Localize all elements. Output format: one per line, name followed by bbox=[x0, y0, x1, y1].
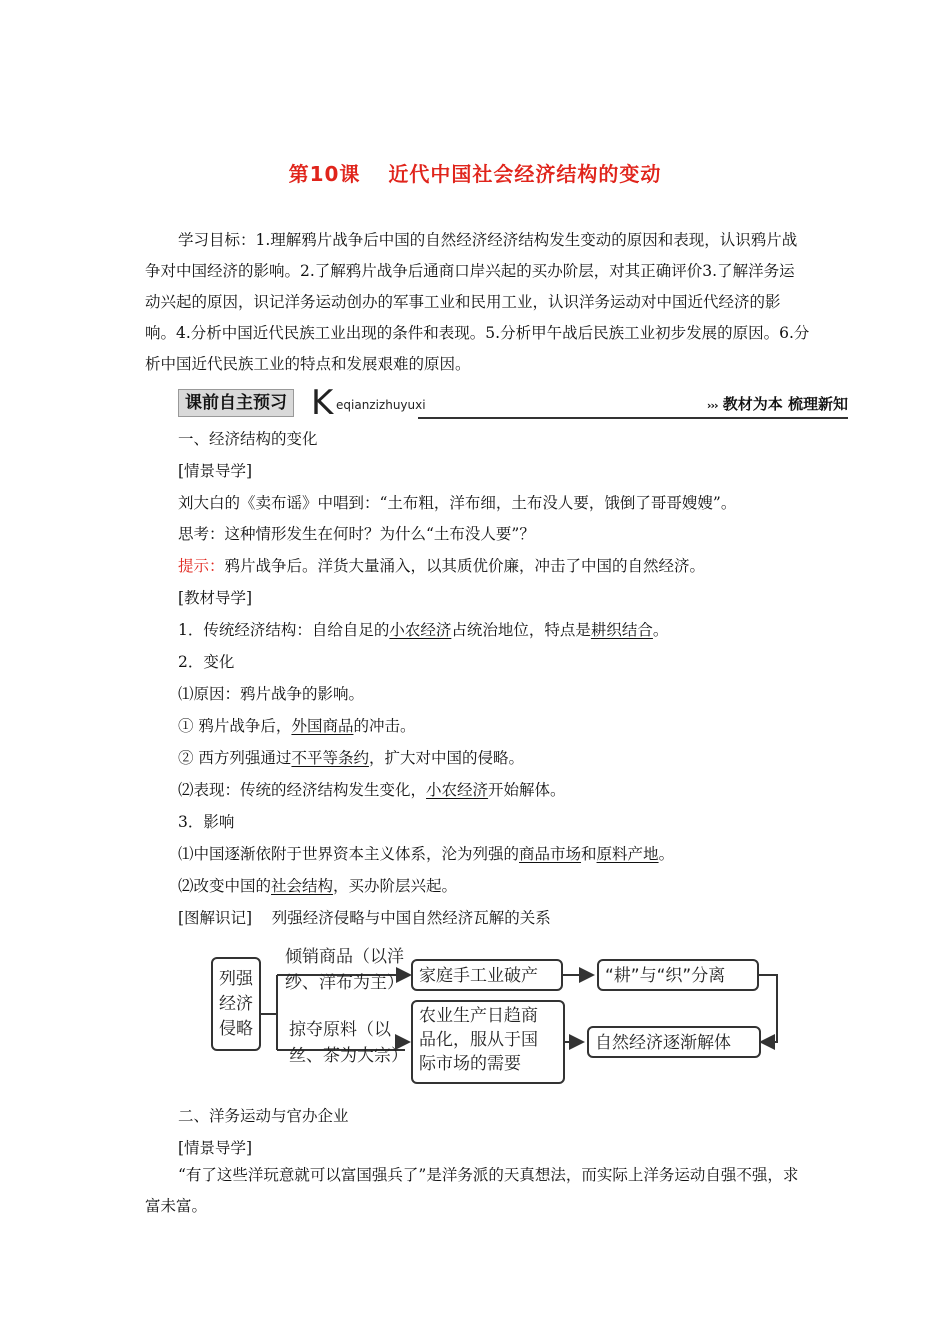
section2-heading: 二、洋务运动与官办企业 bbox=[178, 1107, 349, 1125]
text: ⑵表现：传统的经济结构发生变化， bbox=[178, 781, 427, 799]
text: 和 bbox=[581, 845, 597, 863]
banner-pinyin: eqianzizhuyuxi bbox=[336, 398, 426, 412]
blank-answer: 商品市场 bbox=[519, 845, 582, 863]
point-2: 2．变化 bbox=[178, 653, 235, 671]
qingjing-label: [情景导学] bbox=[178, 462, 253, 480]
blank-answer: 小农经济 bbox=[426, 781, 489, 799]
farming-weaving-split-box: “耕”与“织”分离 bbox=[597, 959, 759, 991]
box-line: 经济 bbox=[219, 994, 253, 1014]
text: ，扩大对中国的侵略。 bbox=[368, 749, 524, 767]
point-3: 3．影响 bbox=[178, 813, 235, 831]
handicraft-bankrupt-box: 家庭手工业破产 bbox=[411, 959, 563, 991]
blank-answer: 小农经济 bbox=[389, 621, 452, 639]
banner-right-text bbox=[703, 393, 848, 414]
label-line: 丝、茶为大宗） bbox=[289, 1046, 408, 1066]
section2-quote: “有了这些洋玩意就可以富国强兵了”是洋务派的天真想法，而实际上洋务运动自强不强，求富未富。 bbox=[145, 1166, 799, 1215]
hint-line bbox=[178, 555, 705, 577]
learning-objectives: 学习目标：1.理解鸦片战争后中国的自然经济经济结构发生变动的原因和表现，认识鸦片战争对中国经济的影响。2.了解鸦片战争后通商口岸兴起的买办阶层，对其正确评价3.了解洋务运动兴起的原因，识记洋务运动创办的军事工业和民用工业，认识洋务运动对中国近代经济的影响。4.分析中国近代民族工业出现的条件和表现。5.分析甲午战后民族工业初步发展的原因。6.分析中国近代民族工业的特点和发展艰难的原因。 bbox=[145, 231, 810, 373]
jiaocai-label: [教材导学] bbox=[178, 589, 253, 607]
point-2-1: ⑴原因：鸦片战争的影响。 bbox=[178, 685, 365, 703]
label-line: 纱、洋布为主） bbox=[285, 973, 404, 993]
blank-answer: 不平等条约 bbox=[291, 749, 369, 767]
diagram-caption: [图解识记] 列强经济侵略与中国自然经济瓦解的关系 bbox=[178, 909, 551, 927]
text: ⑵改变中国的 bbox=[178, 877, 272, 895]
text: ① 鸦片战争后， bbox=[178, 717, 292, 735]
powers-invasion-box bbox=[211, 957, 261, 1051]
point-3-1 bbox=[178, 843, 674, 865]
text: 的冲击。 bbox=[353, 717, 416, 735]
box-line: 品化，服从于国 bbox=[419, 1030, 538, 1050]
think-question: 思考：这种情形发生在何时？为什么“土布没人要”？ bbox=[178, 525, 535, 543]
text: 占统治地位，特点是 bbox=[451, 621, 591, 639]
song-quote: 刘大白的《卖布谣》中唱到：“土布粗，洋布细，土布没人要，饿倒了哥哥嫂嫂”。 bbox=[178, 494, 737, 512]
section2-qingjing-label: [情景导学] bbox=[178, 1139, 253, 1157]
label-line: 掠夺原料（以 bbox=[289, 1020, 391, 1040]
text: ⑴中国逐渐依附于世界资本主义体系，沦为列强的 bbox=[178, 845, 520, 863]
agri-commercialization-box bbox=[411, 1000, 565, 1084]
relation-diagram bbox=[205, 942, 785, 1087]
box-line: 农业生产日趋商 bbox=[419, 1006, 538, 1026]
hint-label: 提示： bbox=[178, 557, 225, 575]
page-title bbox=[0, 158, 950, 187]
blank-answer: 原料产地 bbox=[596, 845, 659, 863]
text: ② 西方列强通过 bbox=[178, 749, 292, 767]
box-line: 列强 bbox=[219, 969, 253, 989]
natural-economy-dissolution-box: 自然经济逐渐解体 bbox=[587, 1026, 761, 1058]
blank-answer: 耕织结合 bbox=[590, 621, 653, 639]
point-2-1-a bbox=[178, 715, 415, 737]
point-2-2 bbox=[178, 779, 566, 801]
text: 开始解体。 bbox=[488, 781, 566, 799]
banner-slogan: 教材为本 梳理新知 bbox=[722, 395, 848, 413]
point-3-2 bbox=[178, 875, 457, 897]
lesson-number: 第10课 bbox=[288, 162, 361, 186]
chevrons-icon: ››› bbox=[706, 399, 718, 412]
blank-answer: 外国商品 bbox=[291, 717, 354, 735]
dumping-label bbox=[285, 944, 404, 996]
banner-rule bbox=[418, 417, 848, 419]
box-line: 侵略 bbox=[219, 1019, 253, 1039]
text: 1．传统经济结构：自给自足的 bbox=[178, 621, 390, 639]
point-2-1-b bbox=[178, 747, 524, 769]
label-line: 倾销商品（以洋 bbox=[285, 947, 404, 967]
text: 。 bbox=[658, 845, 675, 863]
banner-k-letter: K bbox=[311, 383, 334, 423]
lesson-title: 近代中国社会经济结构的变动 bbox=[388, 162, 662, 186]
section1-heading: 一、经济结构的变化 bbox=[178, 430, 318, 448]
section-banner bbox=[178, 383, 848, 423]
point-1 bbox=[178, 619, 668, 641]
plunder-label bbox=[289, 1017, 408, 1069]
text: 。 bbox=[652, 621, 669, 639]
banner-tag: 课前自主预习 bbox=[178, 389, 294, 417]
blank-answer: 社会结构 bbox=[271, 877, 334, 895]
text: ，买办阶层兴起。 bbox=[333, 877, 458, 895]
box-line: 际市场的需要 bbox=[419, 1054, 521, 1074]
hint-text: 鸦片战争后。洋货大量涌入，以其质优价廉，冲击了中国的自然经济。 bbox=[224, 557, 706, 575]
